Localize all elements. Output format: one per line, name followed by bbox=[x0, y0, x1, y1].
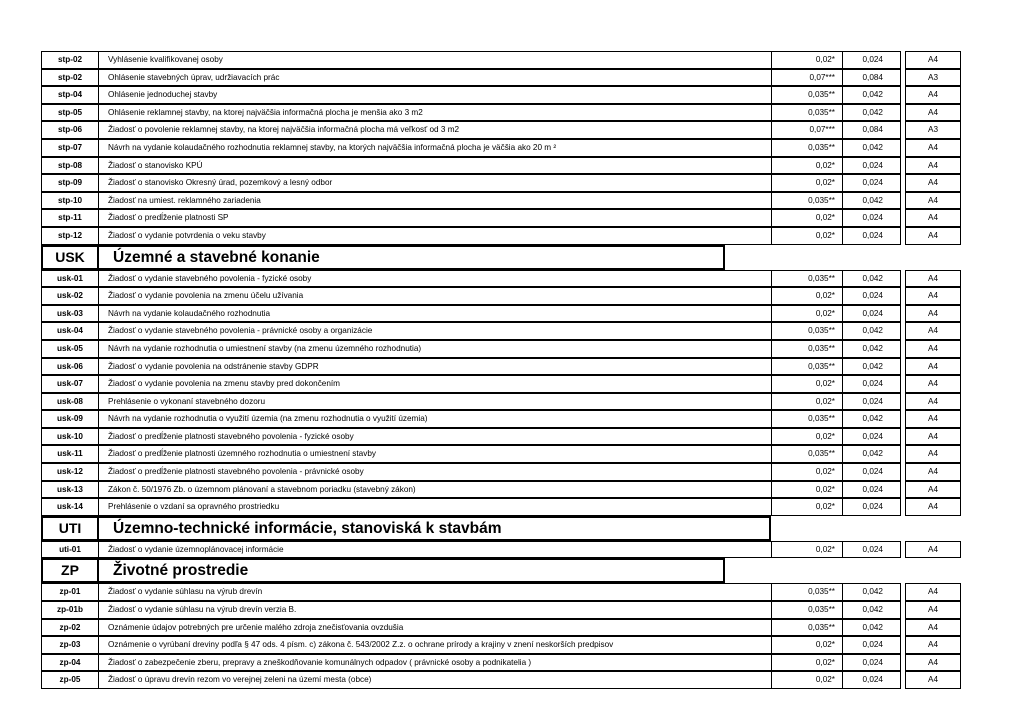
table-row[interactable] bbox=[41, 636, 938, 654]
paper-format-cell: A4 bbox=[905, 481, 961, 499]
paper-format-cell: A4 bbox=[905, 619, 961, 637]
paper-format-cell: A4 bbox=[905, 583, 961, 601]
form-code: usk-02 bbox=[41, 287, 99, 305]
form-name: Prehlásenie o vykonaní stavebného dozoru bbox=[98, 393, 772, 411]
table-row[interactable] bbox=[41, 541, 938, 559]
form-name: Návrh na vydanie rozhodnutia o využití územia (na zmenu rozhodnutia o využití územia) bbox=[98, 410, 772, 428]
form-code: stp-08 bbox=[41, 157, 99, 175]
price-with-vat-cell: 0,042 bbox=[842, 358, 901, 376]
price-with-vat-cell: 0,042 bbox=[842, 583, 901, 601]
paper-format-cell: A4 bbox=[905, 270, 961, 288]
price-cell: 0,035** bbox=[771, 340, 843, 358]
paper-format-cell: A4 bbox=[905, 192, 961, 210]
form-name: Žiadosť o úpravu drevín rezom vo verejnej zeleni na území mesta (obce) bbox=[98, 671, 772, 689]
table-row[interactable] bbox=[41, 192, 938, 210]
form-name: Návrh na vydanie kolaudačného rozhodnutia reklamnej stavby, na ktorých najväčšia informačná plocha je väčšia ako 20 m ² bbox=[98, 139, 772, 157]
form-code: usk-01 bbox=[41, 270, 99, 288]
form-code: usk-12 bbox=[41, 463, 99, 481]
form-name: Žiadosť o stanovisko Okresný úrad, pozemkový a lesný odbor bbox=[98, 174, 772, 192]
paper-format-cell: A4 bbox=[905, 375, 961, 393]
table-row[interactable] bbox=[41, 481, 938, 499]
price-with-vat-cell: 0,042 bbox=[842, 445, 901, 463]
price-with-vat-cell: 0,042 bbox=[842, 86, 901, 104]
table-row[interactable] bbox=[41, 69, 938, 87]
form-name: Žiadosť o vydanie súhlasu na výrub drevín bbox=[98, 583, 772, 601]
table-row[interactable] bbox=[41, 287, 938, 305]
form-name: Žiadosť o vydanie potvrdenia o veku stavby bbox=[98, 227, 772, 245]
form-code: stp-07 bbox=[41, 139, 99, 157]
price-cell: 0,02* bbox=[771, 157, 843, 175]
section-code: UTI bbox=[41, 516, 99, 541]
form-code: usk-06 bbox=[41, 358, 99, 376]
price-cell: 0,02* bbox=[771, 305, 843, 323]
price-cell: 0,035** bbox=[771, 583, 843, 601]
form-name: Žiadosť o predĺženie platnosti stavebného povolenia - fyzické osoby bbox=[98, 428, 772, 446]
table-row[interactable] bbox=[41, 270, 938, 288]
table-row[interactable] bbox=[41, 209, 938, 227]
paper-format-cell: A4 bbox=[905, 104, 961, 122]
price-cell: 0,035** bbox=[771, 270, 843, 288]
form-name: Prehlásenie o vzdaní sa opravného prostriedku bbox=[98, 498, 772, 516]
form-name: Žiadosť na umiest. reklamného zariadenia bbox=[98, 192, 772, 210]
price-with-vat-cell: 0,024 bbox=[842, 375, 901, 393]
form-name: Žiadosť o povolenie reklamnej stavby, na ktorej najväčšia informačná plocha má veľkosť od 3 m2 bbox=[98, 121, 772, 139]
price-with-vat-cell: 0,024 bbox=[842, 463, 901, 481]
form-code: stp-09 bbox=[41, 174, 99, 192]
table-row[interactable] bbox=[41, 305, 938, 323]
table-row[interactable] bbox=[41, 174, 938, 192]
form-name: Žiadosť o predĺženie platnosti SP bbox=[98, 209, 772, 227]
table-row[interactable] bbox=[41, 358, 938, 376]
price-cell: 0,02* bbox=[771, 481, 843, 499]
price-cell: 0,035** bbox=[771, 104, 843, 122]
form-name: Žiadosť o vydanie povolenia na zmenu stavby pred dokončením bbox=[98, 375, 772, 393]
price-cell: 0,035** bbox=[771, 322, 843, 340]
price-cell: 0,02* bbox=[771, 498, 843, 516]
paper-format-cell: A4 bbox=[905, 463, 961, 481]
section-code: ZP bbox=[41, 558, 99, 583]
price-cell: 0,02* bbox=[771, 209, 843, 227]
table-row[interactable] bbox=[41, 340, 938, 358]
price-with-vat-cell: 0,024 bbox=[842, 636, 901, 654]
table-row[interactable] bbox=[41, 410, 938, 428]
section-title: Životné prostredie bbox=[97, 558, 725, 583]
price-cell: 0,02* bbox=[771, 375, 843, 393]
form-name: Oznámenie údajov potrebných pre určenie malého zdroja znečisťovania ovzdušia bbox=[98, 619, 772, 637]
price-cell: 0,02* bbox=[771, 227, 843, 245]
price-with-vat-cell: 0,042 bbox=[842, 192, 901, 210]
section-title: Územné a stavebné konanie bbox=[97, 245, 725, 270]
price-cell: 0,02* bbox=[771, 671, 843, 689]
price-with-vat-cell: 0,024 bbox=[842, 174, 901, 192]
price-cell: 0,02* bbox=[771, 636, 843, 654]
price-with-vat-cell: 0,024 bbox=[842, 393, 901, 411]
paper-format-cell: A4 bbox=[905, 174, 961, 192]
form-code: usk-07 bbox=[41, 375, 99, 393]
price-with-vat-cell: 0,042 bbox=[842, 410, 901, 428]
form-name: Žiadosť o vydanie povolenia na zmenu účelu užívania bbox=[98, 287, 772, 305]
price-with-vat-cell: 0,024 bbox=[842, 305, 901, 323]
form-code: usk-10 bbox=[41, 428, 99, 446]
price-cell: 0,02* bbox=[771, 287, 843, 305]
form-name: Ohlásenie jednoduchej stavby bbox=[98, 86, 772, 104]
section-header-uti bbox=[41, 516, 911, 541]
paper-format-cell: A4 bbox=[905, 340, 961, 358]
paper-format-cell: A4 bbox=[905, 322, 961, 340]
table-row[interactable] bbox=[41, 104, 938, 122]
price-with-vat-cell: 0,024 bbox=[842, 157, 901, 175]
form-code: zp-01b bbox=[41, 601, 99, 619]
form-name: Žiadosť o predĺženie platnosti územného rozhodnutia o umiestnení stavby bbox=[98, 445, 772, 463]
paper-format-cell: A4 bbox=[905, 654, 961, 672]
paper-format-cell: A4 bbox=[905, 498, 961, 516]
table-row[interactable] bbox=[41, 654, 938, 672]
price-with-vat-cell: 0,042 bbox=[842, 322, 901, 340]
price-cell: 0,02* bbox=[771, 654, 843, 672]
paper-format-cell: A4 bbox=[905, 51, 961, 69]
form-name: Návrh na vydanie kolaudačného rozhodnutia bbox=[98, 305, 772, 323]
price-with-vat-cell: 0,024 bbox=[842, 287, 901, 305]
form-code: zp-03 bbox=[41, 636, 99, 654]
paper-format-cell: A4 bbox=[905, 86, 961, 104]
price-cell: 0,02* bbox=[771, 393, 843, 411]
form-name: Ohlásenie stavebných úprav, udržiavacích prác bbox=[98, 69, 772, 87]
table-row[interactable] bbox=[41, 498, 938, 516]
price-cell: 0,035** bbox=[771, 601, 843, 619]
form-code: stp-10 bbox=[41, 192, 99, 210]
paper-format-cell: A3 bbox=[905, 69, 961, 87]
price-cell: 0,035** bbox=[771, 410, 843, 428]
price-cell: 0,035** bbox=[771, 139, 843, 157]
price-with-vat-cell: 0,024 bbox=[842, 481, 901, 499]
form-name: Žiadosť o stanovisko KPÚ bbox=[98, 157, 772, 175]
price-with-vat-cell: 0,042 bbox=[842, 270, 901, 288]
form-code: usk-11 bbox=[41, 445, 99, 463]
price-with-vat-cell: 0,024 bbox=[842, 428, 901, 446]
form-code: zp-05 bbox=[41, 671, 99, 689]
price-cell: 0,07*** bbox=[771, 69, 843, 87]
price-with-vat-cell: 0,042 bbox=[842, 619, 901, 637]
table-row[interactable] bbox=[41, 121, 938, 139]
paper-format-cell: A4 bbox=[905, 139, 961, 157]
price-cell: 0,035** bbox=[771, 445, 843, 463]
price-with-vat-cell: 0,042 bbox=[842, 139, 901, 157]
section-title: Územno-technické informácie, stanoviská k stavbám bbox=[97, 516, 771, 541]
paper-format-cell: A4 bbox=[905, 601, 961, 619]
form-code: usk-14 bbox=[41, 498, 99, 516]
table-row[interactable] bbox=[41, 139, 938, 157]
form-code: usk-05 bbox=[41, 340, 99, 358]
paper-format-cell: A4 bbox=[905, 209, 961, 227]
form-code: zp-02 bbox=[41, 619, 99, 637]
form-name: Žiadosť o vydanie súhlasu na výrub drevín verzia B. bbox=[98, 601, 772, 619]
form-name: Ohlásenie reklamnej stavby, na ktorej najväčšia informačná plocha je menšia ako 3 m2 bbox=[98, 104, 772, 122]
price-cell: 0,02* bbox=[771, 174, 843, 192]
table-row[interactable] bbox=[41, 671, 938, 689]
price-cell: 0,035** bbox=[771, 86, 843, 104]
form-code: stp-11 bbox=[41, 209, 99, 227]
paper-format-cell: A4 bbox=[905, 227, 961, 245]
price-cell: 0,035** bbox=[771, 358, 843, 376]
section-header-usk bbox=[41, 245, 911, 270]
table-row[interactable] bbox=[41, 601, 938, 619]
form-code: stp-12 bbox=[41, 227, 99, 245]
form-name: Návrh na vydanie rozhodnutia o umiestnení stavby (na zmenu územného rozhodnutia) bbox=[98, 340, 772, 358]
form-name: Žiadosť o vydanie stavebného povolenia - fyzické osoby bbox=[98, 270, 772, 288]
price-cell: 0,02* bbox=[771, 541, 843, 559]
price-cell: 0,02* bbox=[771, 428, 843, 446]
paper-format-cell: A4 bbox=[905, 157, 961, 175]
price-with-vat-cell: 0,024 bbox=[842, 541, 901, 559]
form-code: stp-02 bbox=[41, 69, 99, 87]
table-row[interactable] bbox=[41, 86, 938, 104]
form-name: Žiadosť o predĺženie platnosti stavebného povolenia - právnické osoby bbox=[98, 463, 772, 481]
form-name: Vyhlásenie kvalifikovanej osoby bbox=[98, 51, 772, 69]
paper-format-cell: A4 bbox=[905, 305, 961, 323]
form-code: zp-01 bbox=[41, 583, 99, 601]
price-with-vat-cell: 0,024 bbox=[842, 209, 901, 227]
paper-format-cell: A3 bbox=[905, 121, 961, 139]
form-name: Žiadosť o vydanie povolenia na odstránenie stavby GDPR bbox=[98, 358, 772, 376]
price-with-vat-cell: 0,084 bbox=[842, 69, 901, 87]
form-name: Zákon č. 50/1976 Zb. o územnom plánovaní a stavebnom poriadku (stavebný zákon) bbox=[98, 481, 772, 499]
paper-format-cell: A4 bbox=[905, 393, 961, 411]
form-code: stp-05 bbox=[41, 104, 99, 122]
form-name: Žiadosť o vydanie stavebného povolenia - právnické osoby a organizácie bbox=[98, 322, 772, 340]
table-row[interactable] bbox=[41, 463, 938, 481]
form-code: usk-04 bbox=[41, 322, 99, 340]
price-with-vat-cell: 0,024 bbox=[842, 227, 901, 245]
table-row[interactable] bbox=[41, 322, 938, 340]
price-with-vat-cell: 0,042 bbox=[842, 340, 901, 358]
table-row[interactable] bbox=[41, 227, 938, 245]
table-row[interactable] bbox=[41, 619, 938, 637]
table-row[interactable] bbox=[41, 157, 938, 175]
form-code: stp-02 bbox=[41, 51, 99, 69]
table-row[interactable] bbox=[41, 428, 938, 446]
paper-format-cell: A4 bbox=[905, 428, 961, 446]
price-with-vat-cell: 0,084 bbox=[842, 121, 901, 139]
paper-format-cell: A4 bbox=[905, 445, 961, 463]
form-code: uti-01 bbox=[41, 541, 99, 559]
form-code: usk-13 bbox=[41, 481, 99, 499]
price-cell: 0,02* bbox=[771, 51, 843, 69]
form-name: Žiadosť o zabezpečenie zberu, prepravy a zneškodňovanie komunálnych odpadov ( právnické osoby a podnikatelia ) bbox=[98, 654, 772, 672]
paper-format-cell: A4 bbox=[905, 410, 961, 428]
section-header-zp bbox=[41, 558, 911, 583]
form-code: stp-04 bbox=[41, 86, 99, 104]
paper-format-cell: A4 bbox=[905, 636, 961, 654]
paper-format-cell: A4 bbox=[905, 358, 961, 376]
price-cell: 0,02* bbox=[771, 463, 843, 481]
paper-format-cell: A4 bbox=[905, 287, 961, 305]
form-code: usk-09 bbox=[41, 410, 99, 428]
section-code: USK bbox=[41, 245, 99, 270]
table-row[interactable] bbox=[41, 445, 938, 463]
table-row[interactable] bbox=[41, 51, 938, 69]
form-name: Žiadosť o vydanie územnoplánovacej informácie bbox=[98, 541, 772, 559]
form-code: zp-04 bbox=[41, 654, 99, 672]
table-row[interactable] bbox=[41, 583, 938, 601]
price-cell: 0,035** bbox=[771, 192, 843, 210]
price-with-vat-cell: 0,042 bbox=[842, 601, 901, 619]
form-name: Oznámenie o vyrúbaní dreviny podľa § 47 ods. 4 písm. c) zákona č. 543/2002 Z.z. o ochrane prírody a krajiny v znení neskorších predpisov bbox=[98, 636, 772, 654]
price-with-vat-cell: 0,042 bbox=[842, 104, 901, 122]
table-row[interactable] bbox=[41, 393, 938, 411]
price-with-vat-cell: 0,024 bbox=[842, 671, 901, 689]
form-code: usk-08 bbox=[41, 393, 99, 411]
form-code: stp-06 bbox=[41, 121, 99, 139]
paper-format-cell: A4 bbox=[905, 541, 961, 559]
price-cell: 0,035** bbox=[771, 619, 843, 637]
table-row[interactable] bbox=[41, 375, 938, 393]
price-cell: 0,07*** bbox=[771, 121, 843, 139]
forms-price-table bbox=[41, 51, 938, 689]
form-code: usk-03 bbox=[41, 305, 99, 323]
price-with-vat-cell: 0,024 bbox=[842, 51, 901, 69]
price-with-vat-cell: 0,024 bbox=[842, 498, 901, 516]
paper-format-cell: A4 bbox=[905, 671, 961, 689]
price-with-vat-cell: 0,024 bbox=[842, 654, 901, 672]
